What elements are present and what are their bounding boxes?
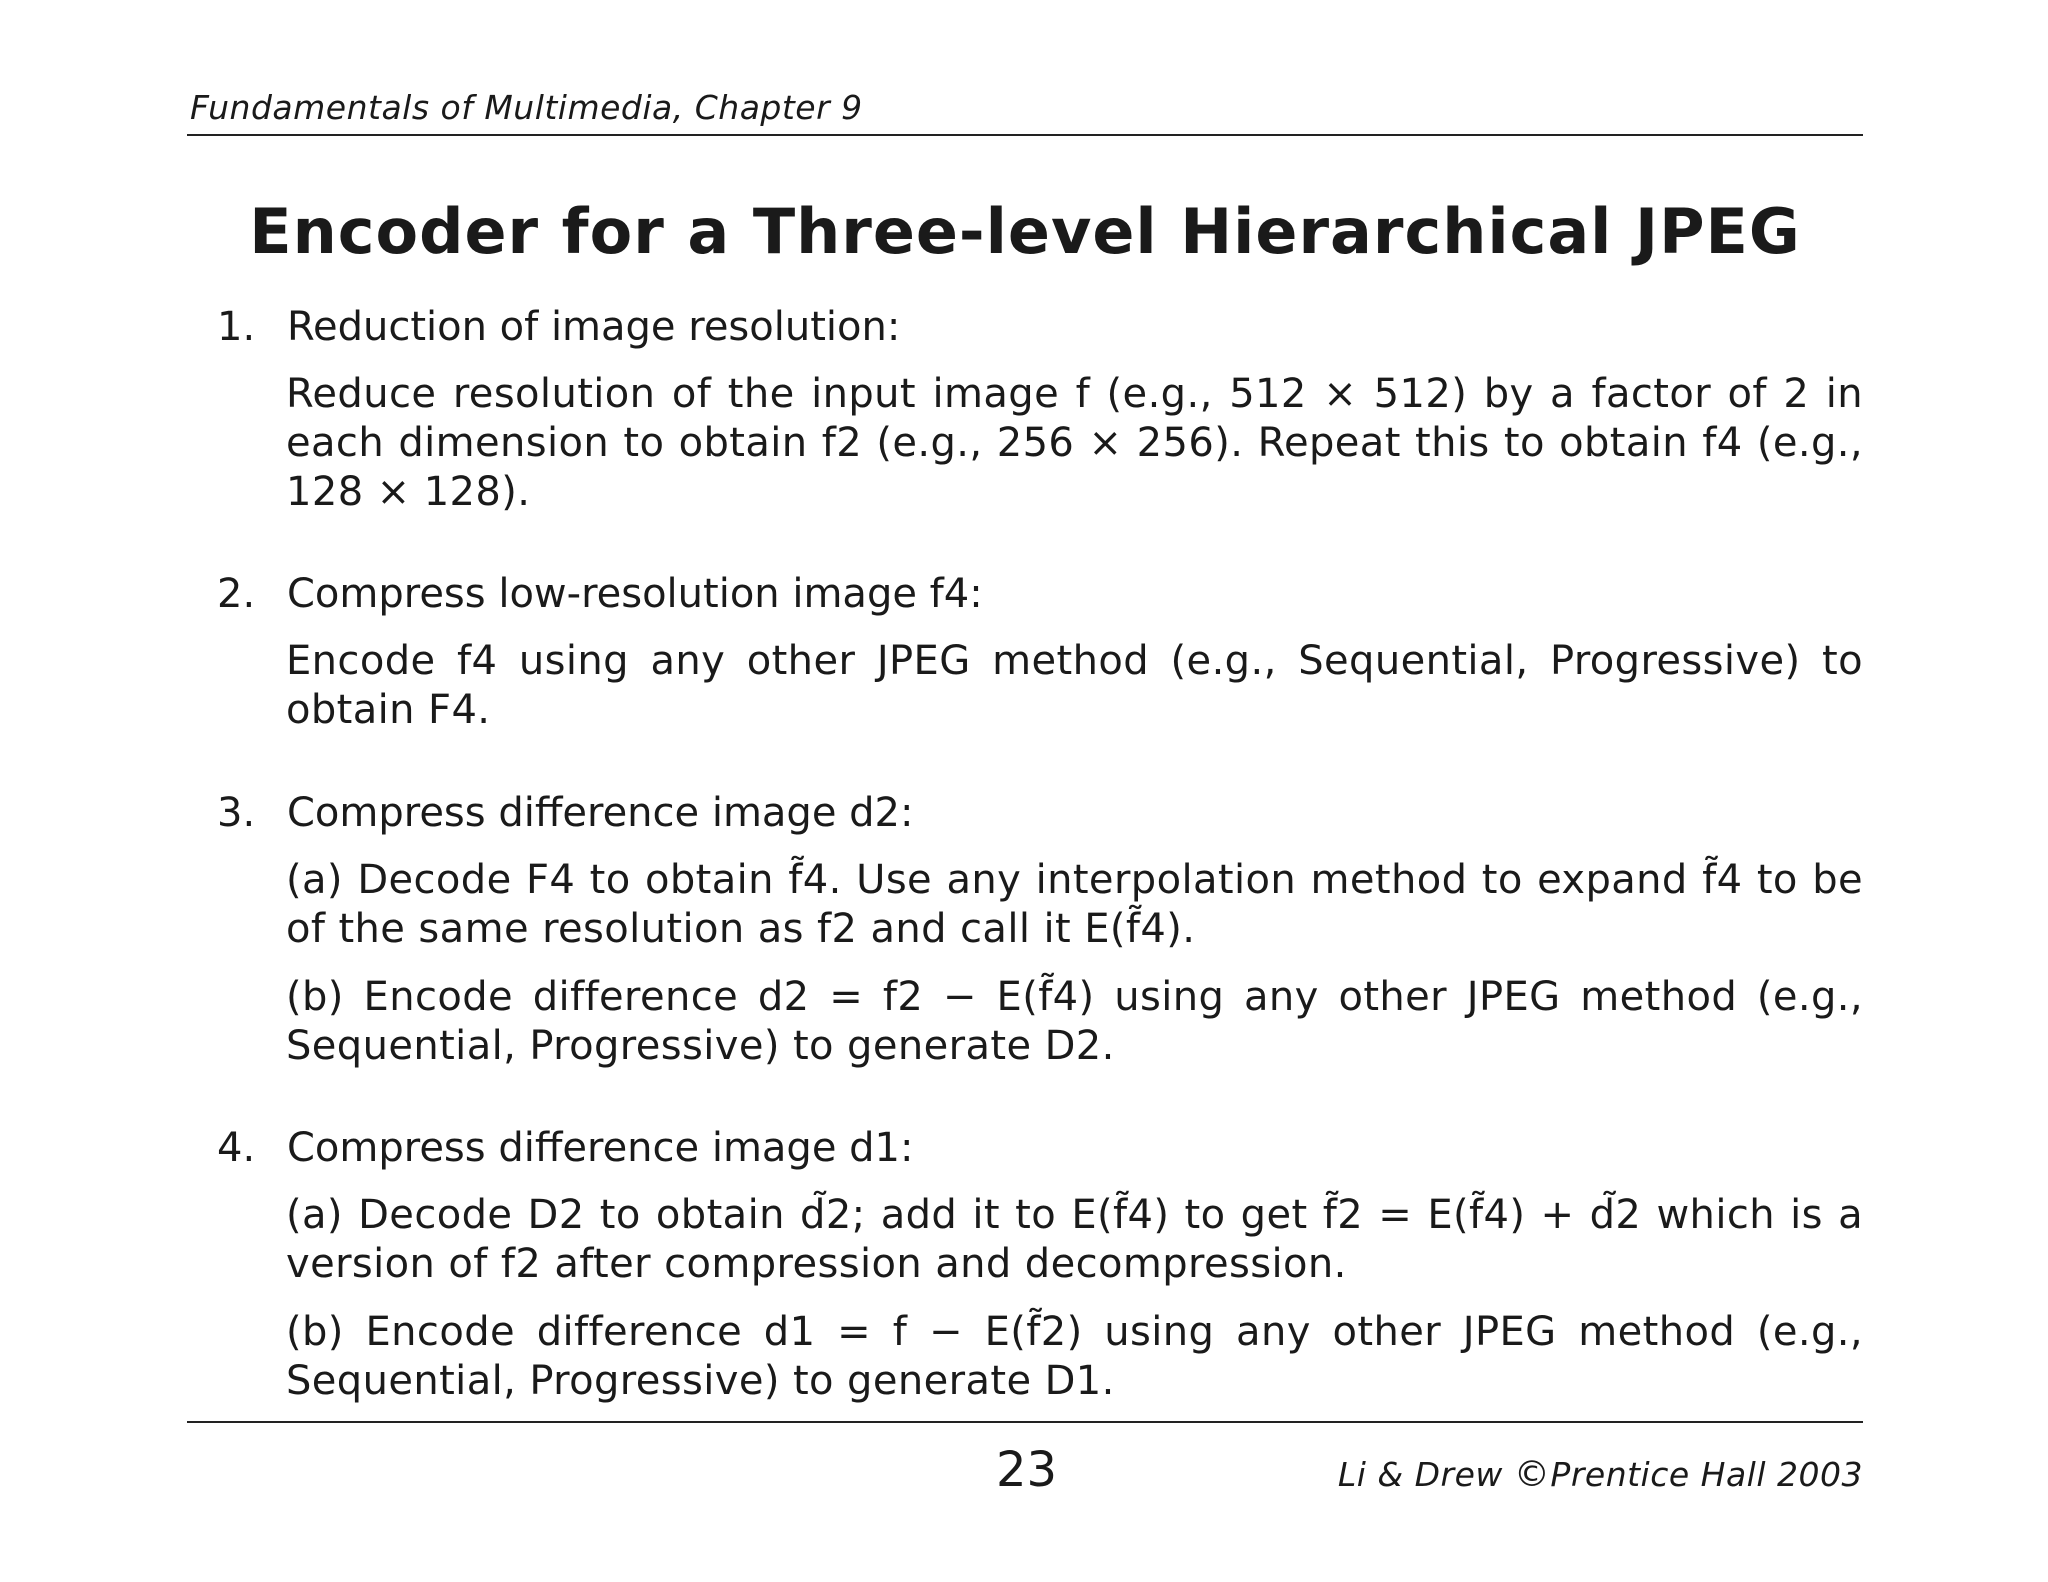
step-4b-body: (b) Encode difference d1 = f − E(f̃2) using any other JPEG method (e.g., Sequential, Progressive) to generate D1. — [286, 1309, 1863, 1404]
step-1-heading-text: Reduction of image resolution: — [287, 304, 901, 350]
step-4a-body: (a) Decode D2 to obtain d̃2; add it to E(f̃4) to get f̃2 = E(f̃4) + d̃2 which is a version of f2 after compression and decompression. — [286, 1192, 1863, 1287]
slide-title: Encoder for a Three-level Hierarchical JPEG — [249, 195, 1801, 268]
step-2-heading — [217, 569, 983, 619]
step-2-heading-text: Compress low-resolution image f4: — [287, 571, 983, 617]
credit-publisher: Prentice Hall 2003 — [1550, 1455, 1863, 1494]
page-number: 23 — [996, 1442, 1058, 1498]
step-2-body: Encode f4 using any other JPEG method (e.g., Sequential, Progressive) to obtain F4. — [286, 638, 1863, 733]
step-3b-body: (b) Encode difference d2 = f2 − E(f̃4) using any other JPEG method (e.g., Sequential, Progressive) to generate D2. — [286, 974, 1863, 1069]
header-rule — [187, 134, 1863, 136]
footer-credit — [1338, 1454, 1863, 1495]
step-3a-body: (a) Decode F4 to obtain f̃4. Use any interpolation method to expand f̃4 to be of the same resolution as f2 and call it E(f̃4). — [286, 857, 1863, 952]
footer-rule — [187, 1421, 1863, 1423]
step-4-heading-text: Compress difference image d1: — [287, 1125, 914, 1171]
step-4-number: 4. — [217, 1125, 256, 1171]
step-4-heading — [217, 1123, 913, 1173]
step-3-number: 3. — [217, 790, 256, 836]
step-2-number: 2. — [217, 571, 256, 617]
credit-authors: Li & Drew — [1337, 1455, 1503, 1494]
step-3-heading-text: Compress difference image d2: — [287, 790, 914, 836]
step-1-heading — [217, 302, 900, 352]
copyright-icon: © — [1513, 1454, 1551, 1495]
page-header: Fundamentals of Multimedia, Chapter 9 — [190, 88, 863, 127]
step-1-number: 1. — [217, 304, 256, 350]
step-3-heading — [217, 788, 913, 838]
step-1-body: Reduce resolution of the input image f (e.g., 512 × 512) by a factor of 2 in each dimension to obtain f2 (e.g., 256 × 256). Repeat this to obtain f4 (e.g., 128 × 128). — [286, 371, 1863, 515]
